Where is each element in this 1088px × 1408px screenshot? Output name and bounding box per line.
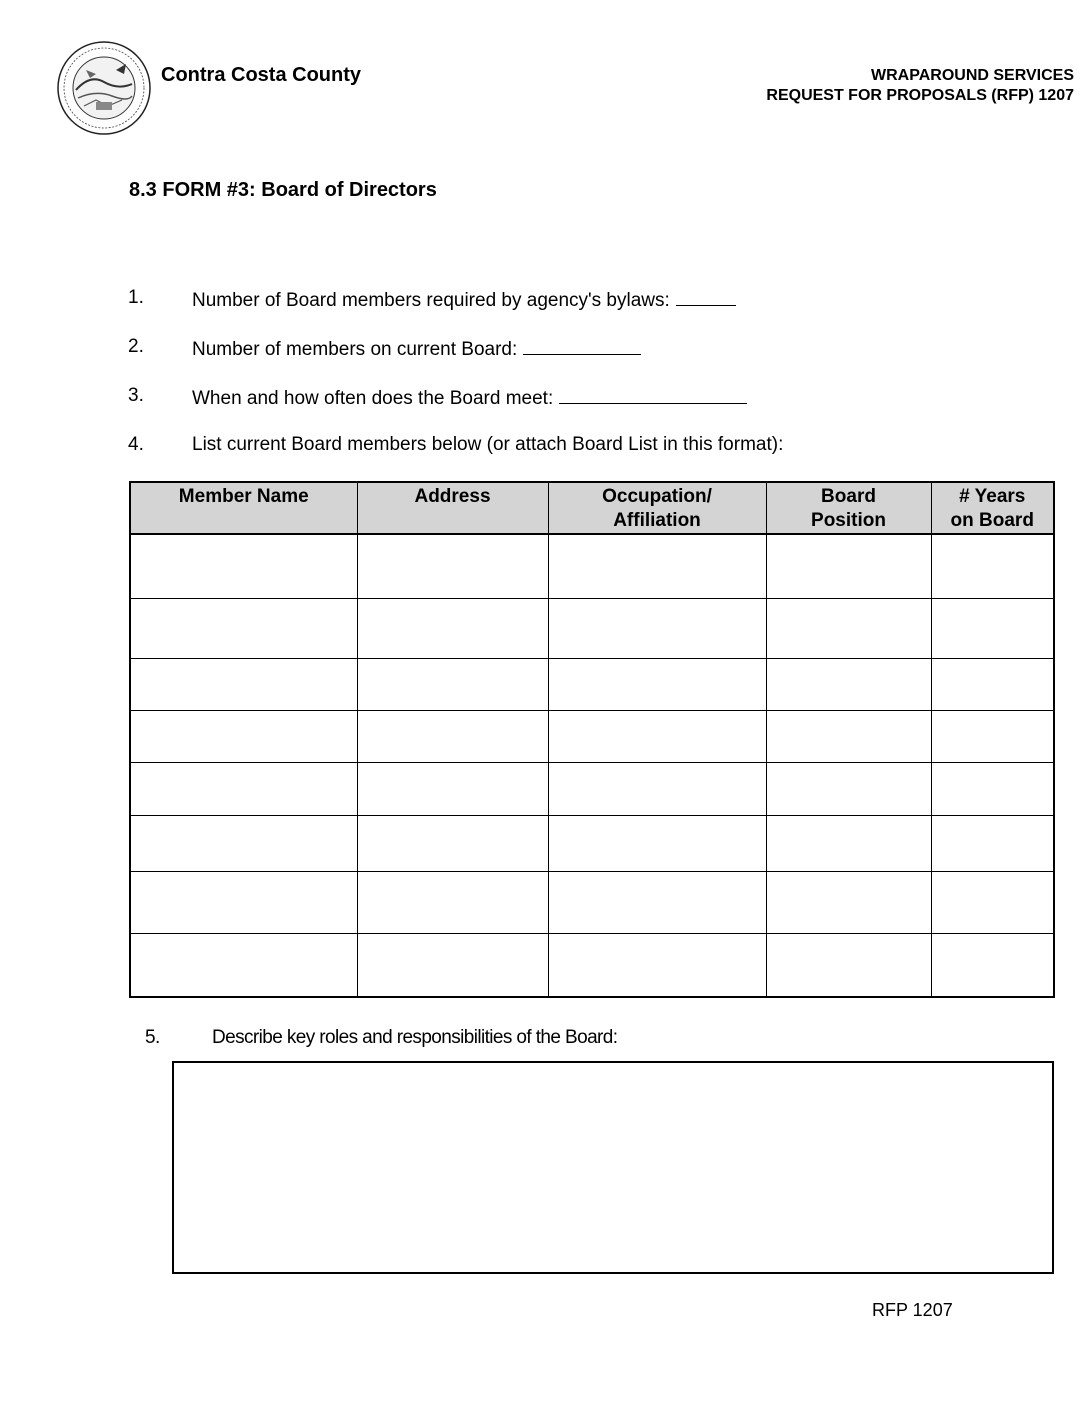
current-members-field[interactable]	[523, 336, 641, 355]
cell-board-position[interactable]	[766, 710, 931, 762]
meeting-frequency-field[interactable]	[559, 385, 747, 404]
board-members-table	[129, 481, 1055, 998]
cell-board-position[interactable]	[766, 598, 931, 658]
section-title: 8.3 FORM #3: Board of Directors	[129, 179, 437, 201]
cell-address[interactable]	[357, 871, 548, 933]
county-seal-icon	[56, 40, 152, 136]
table-row	[130, 815, 1054, 871]
column-header-years-on-board: # Years on Board	[931, 482, 1054, 534]
cell-years-on-board[interactable]	[931, 815, 1054, 871]
cell-board-position[interactable]	[766, 762, 931, 815]
cell-years-on-board[interactable]	[931, 658, 1054, 710]
question-text: List current Board members below (or attach Board List in this format):	[192, 434, 784, 455]
cell-member-name[interactable]	[130, 534, 357, 598]
question-number: 1.	[128, 287, 144, 308]
page-footer: RFP 1207	[872, 1300, 953, 1320]
table-row	[130, 658, 1054, 710]
table-row	[130, 534, 1054, 598]
table-row	[130, 933, 1054, 997]
cell-occupation[interactable]	[548, 762, 766, 815]
cell-address[interactable]	[357, 933, 548, 997]
table-row	[130, 598, 1054, 658]
table-row	[130, 710, 1054, 762]
cell-member-name[interactable]	[130, 815, 357, 871]
cell-board-position[interactable]	[766, 871, 931, 933]
cell-occupation[interactable]	[548, 871, 766, 933]
cell-address[interactable]	[357, 815, 548, 871]
question-number: 2.	[128, 336, 144, 357]
cell-occupation[interactable]	[548, 534, 766, 598]
cell-occupation[interactable]	[548, 598, 766, 658]
column-header-occupation: Occupation/ Affiliation	[548, 482, 766, 534]
cell-occupation[interactable]	[548, 710, 766, 762]
document-header-line2: REQUEST FOR PROPOSALS (RFP) 1207	[766, 87, 1074, 104]
question-number: 3.	[128, 385, 144, 406]
cell-years-on-board[interactable]	[931, 762, 1054, 815]
cell-board-position[interactable]	[766, 815, 931, 871]
cell-years-on-board[interactable]	[931, 871, 1054, 933]
table-row	[130, 871, 1054, 933]
question-text: Number of Board members required by agency's bylaws:	[192, 290, 670, 311]
cell-address[interactable]	[357, 710, 548, 762]
table-header-row	[130, 482, 1054, 534]
question-5	[145, 1027, 618, 1049]
table-row	[130, 762, 1054, 815]
cell-years-on-board[interactable]	[931, 710, 1054, 762]
column-header-board-position: Board Position	[766, 482, 931, 534]
bylaws-members-field[interactable]	[676, 287, 736, 306]
document-header-line1: WRAPAROUND SERVICES	[871, 67, 1074, 84]
cell-address[interactable]	[357, 658, 548, 710]
column-header-address: Address	[357, 482, 548, 534]
cell-board-position[interactable]	[766, 658, 931, 710]
cell-years-on-board[interactable]	[931, 933, 1054, 997]
column-header-member-name: Member Name	[130, 482, 357, 534]
county-name: Contra Costa County	[161, 64, 361, 86]
cell-years-on-board[interactable]	[931, 598, 1054, 658]
cell-board-position[interactable]	[766, 933, 931, 997]
document-header	[766, 66, 1074, 106]
question-number: 4.	[128, 434, 144, 455]
board-roles-textbox[interactable]	[172, 1061, 1054, 1274]
cell-address[interactable]	[357, 534, 548, 598]
cell-member-name[interactable]	[130, 762, 357, 815]
cell-occupation[interactable]	[548, 815, 766, 871]
cell-member-name[interactable]	[130, 598, 357, 658]
question-number: 5.	[145, 1027, 160, 1048]
cell-years-on-board[interactable]	[931, 534, 1054, 598]
cell-address[interactable]	[357, 762, 548, 815]
cell-address[interactable]	[357, 598, 548, 658]
cell-board-position[interactable]	[766, 534, 931, 598]
cell-member-name[interactable]	[130, 710, 357, 762]
question-text: Describe key roles and responsibilities of the Board:	[212, 1027, 618, 1048]
cell-member-name[interactable]	[130, 933, 357, 997]
cell-member-name[interactable]	[130, 658, 357, 710]
question-text: Number of members on current Board:	[192, 339, 518, 360]
cell-occupation[interactable]	[548, 658, 766, 710]
cell-occupation[interactable]	[548, 933, 766, 997]
cell-member-name[interactable]	[130, 871, 357, 933]
question-text: When and how often does the Board meet:	[192, 388, 554, 409]
